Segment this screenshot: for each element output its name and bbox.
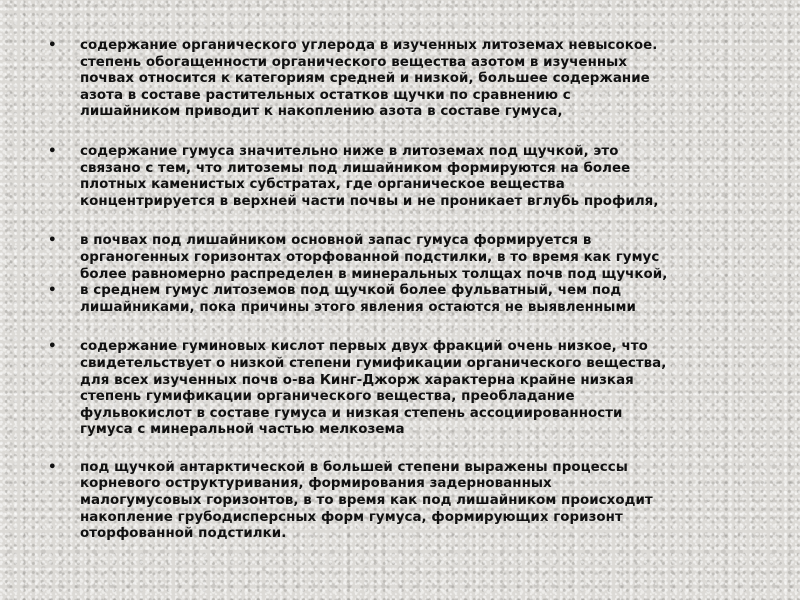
bullet-icon: • xyxy=(48,339,57,355)
bullet-icon: • xyxy=(48,38,57,53)
list-item-text: содержание гуминовых кислот первых двух фракций очень низкое, что свидетельствует о низкой степени гумификации органического вещества, для всех изученных почв о-ва Кинг-Джорж характерна крайне низкая степень гумификации органического вещества, преобладание фульвокислот в составе гумуса и низкая степень ассоциированности гумуса с минеральной частью мелкозема xyxy=(80,339,667,438)
list-item xyxy=(48,339,768,439)
list-item-text: под щучкой антарктической в большей степени выражены процессы корневого оструктуривания, формирования задернованных малогумусовых горизонтов, в то время как под лишайником происходит накопление грубодисперсных форм гумуса, формирующих горизонт оторфованной подстилки. xyxy=(80,459,653,542)
list-item-text: содержание органического углерода в изученных литоземах невысокое. степень обогащенности органического вещества азотом в изученных почвах относится к категориям средней и низкой, большее содержание азота в составе растительных остатков щучки по сравнению с лишайником приводит к накоплению азота в составе гумуса, xyxy=(80,38,658,120)
list-item-text: в почвах под лишайником основной запас гумуса формируется в органогенных горизонтах оторфованной подстилки, в то время как гумус более равномерно распределен в минеральных толщах почв под щучкой, xyxy=(80,233,668,282)
list-item xyxy=(48,144,768,210)
bullet-icon: • xyxy=(48,283,57,299)
list-item xyxy=(48,283,768,316)
list-item xyxy=(48,460,768,543)
list-item-text: в среднем гумус литоземов под щучкой более фульватный, чем под лишайниками, пока причины этого явления остаются не выявленными xyxy=(80,283,636,315)
list-item-text: содержание гумуса значительно ниже в литоземах под щучкой, это связано с тем, что литоземы под лишайником формируются на более плотных каменистых субстратах, где органическое вещества концентрируется в верхней части почвы и не проникает вглубь профиля, xyxy=(80,143,659,209)
bullet-icon: • xyxy=(48,143,57,159)
list-item xyxy=(48,233,768,283)
list-item xyxy=(48,38,768,121)
conclusions-list xyxy=(48,38,768,543)
bullet-icon: • xyxy=(48,459,57,475)
bullet-icon: • xyxy=(48,233,57,249)
